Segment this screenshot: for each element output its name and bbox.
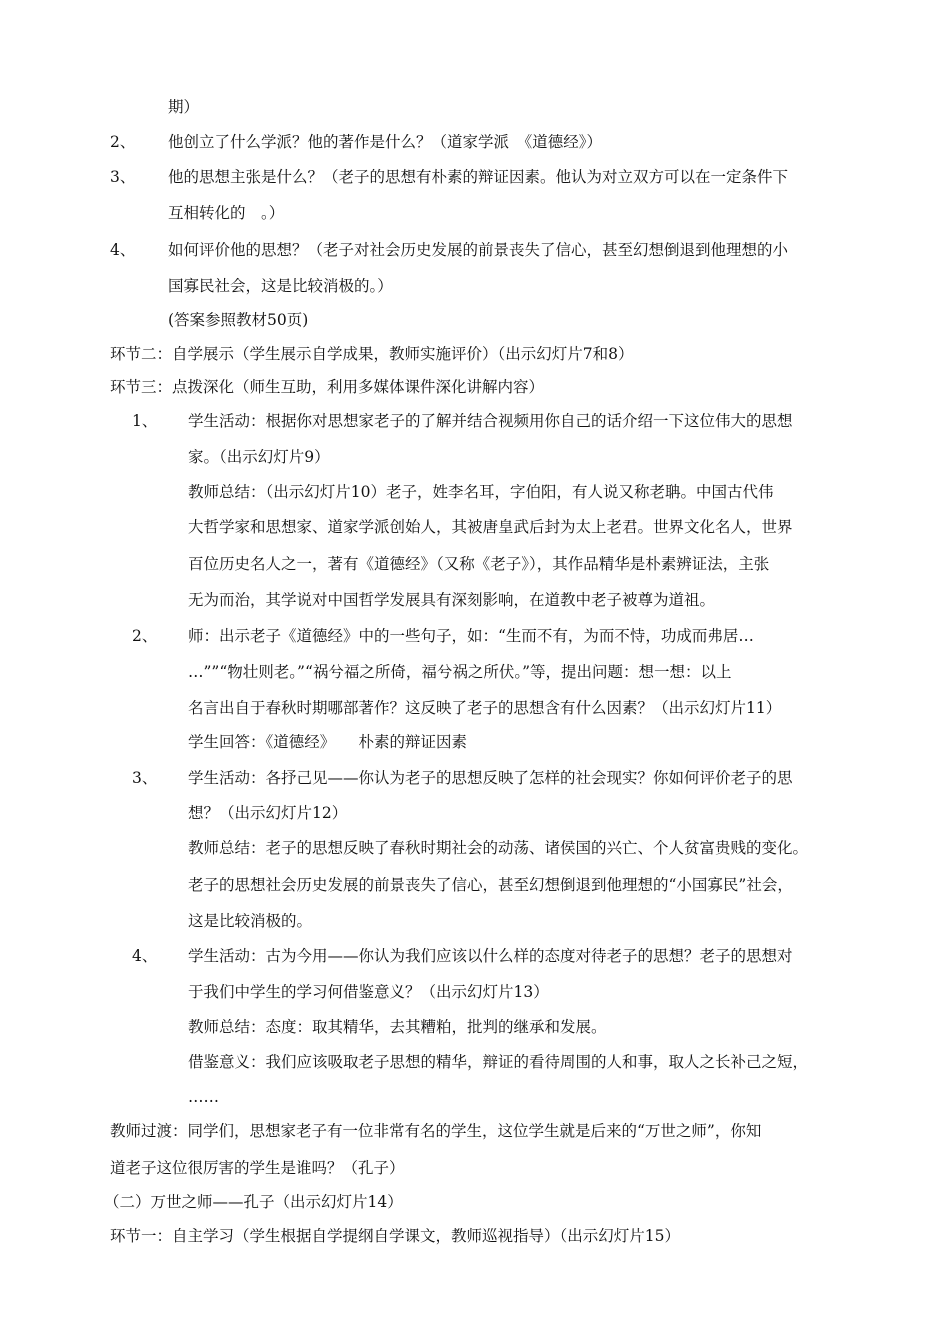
text-line: 这是比较消极的。 bbox=[188, 912, 313, 930]
text-line: 环节一：自主学习（学生根据自学提纲自学课文，教师巡视指导）（出示幻灯片15） bbox=[110, 1227, 680, 1245]
text-line: 学生活动：根据你对思想家老子的了解并结合视频用你自己的话介绍一下这位伟大的思想 bbox=[188, 412, 793, 430]
list-number: 2、 bbox=[110, 133, 136, 151]
text-line: 大哲学家和思想家、道家学派创始人，其被唐皇武后封为太上老君。世界文化名人，世界 bbox=[188, 518, 793, 536]
text-line: 环节二：自学展示（学生展示自学成果，教师实施评价）（出示幻灯片7和8） bbox=[110, 345, 634, 363]
section-heading: （二）万世之师——孔子（出示幻灯片14） bbox=[104, 1193, 403, 1211]
text-line: …… bbox=[188, 1088, 219, 1106]
text-line: 教师过渡：同学们，思想家老子有一位非常有名的学生，这位学生就是后来的“万世之师”，你知 bbox=[110, 1122, 762, 1140]
list-number: 4、 bbox=[132, 947, 158, 965]
text-line: 想？（出示幻灯片12） bbox=[188, 804, 348, 822]
text-line: 学生活动：各抒己见——你认为老子的思想反映了怎样的社会现实？你如何评价老子的思 bbox=[188, 769, 793, 787]
list-number: 3、 bbox=[132, 769, 158, 787]
text-line: 他创立了什么学派？他的著作是什么？（道家学派 《道德经》） bbox=[168, 133, 603, 151]
text-line: (答案参照教材50页) bbox=[168, 311, 309, 329]
text-line: 道老子这位很厉害的学生是谁吗？（孔子） bbox=[110, 1159, 405, 1177]
text-line: 师：出示老子《道德经》中的一些句子，如：“生而不有，为而不恃，功成而弗居… bbox=[188, 627, 754, 645]
text-line: 教师总结：态度：取其精华，去其糟粕，批判的继承和发展。 bbox=[188, 1018, 607, 1036]
list-number: 4、 bbox=[110, 241, 136, 259]
text-line: 借鉴意义：我们应该吸取老子思想的精华，辩证的看待周围的人和事，取人之长补己之短， bbox=[188, 1053, 809, 1071]
list-number: 2、 bbox=[132, 627, 158, 645]
text-line: 于我们中学生的学习何借鉴意义？（出示幻灯片13） bbox=[188, 983, 549, 1001]
text-line: 名言出自于春秋时期哪部著作？这反映了老子的思想含有什么因素？（出示幻灯片11） bbox=[188, 699, 782, 717]
text-line: 无为而治，其学说对中国哲学发展具有深刻影响，在道教中老子被尊为道祖。 bbox=[188, 591, 716, 609]
text-line: 教师总结：老子的思想反映了春秋时期社会的动荡、诸侯国的兴亡、个人贫富贵贱的变化。 bbox=[188, 839, 809, 857]
text-line: 国寡民社会，这是比较消极的。） bbox=[168, 277, 393, 295]
text-line: 老子的思想社会历史发展的前景丧失了信心，甚至幻想倒退到他理想的“小国寡民”社会， bbox=[188, 876, 793, 894]
list-number: 3、 bbox=[110, 168, 136, 186]
text-line: 互相转化的 。） bbox=[168, 204, 285, 222]
text-line: 如何评价他的思想？（老子对社会历史发展的前景丧失了信心，甚至幻想倒退到他理想的小 bbox=[168, 241, 789, 259]
text-line: 百位历史名人之一，著有《道德经》（又称《老子》），其作品精华是朴素辨证法，主张 bbox=[188, 555, 770, 573]
text-line: 教师总结：（出示幻灯片10）老子，姓李名耳，字伯阳，有人说又称老聃。中国古代伟 bbox=[188, 483, 774, 501]
text-line: 环节三：点拨深化（师生互助，利用多媒体课件深化讲解内容） bbox=[110, 378, 545, 396]
text-line: 学生回答：《道德经》 朴素的辩证因素 bbox=[188, 733, 468, 751]
text-line: …””“物壮则老。”“祸兮福之所倚，福兮祸之所伏。”等，提出问题：想一想：以上 bbox=[188, 663, 732, 681]
text-line: 家。（出示幻灯片9） bbox=[188, 448, 330, 466]
text-line: 学生活动：古为今用——你认为我们应该以什么样的态度对待老子的思想？老子的思想对 bbox=[188, 947, 793, 965]
text-line: 期） bbox=[168, 98, 200, 116]
text-line: 他的思想主张是什么？（老子的思想有朴素的辩证因素。他认为对立双方可以在一定条件下 bbox=[168, 168, 789, 186]
list-number: 1、 bbox=[132, 412, 158, 430]
